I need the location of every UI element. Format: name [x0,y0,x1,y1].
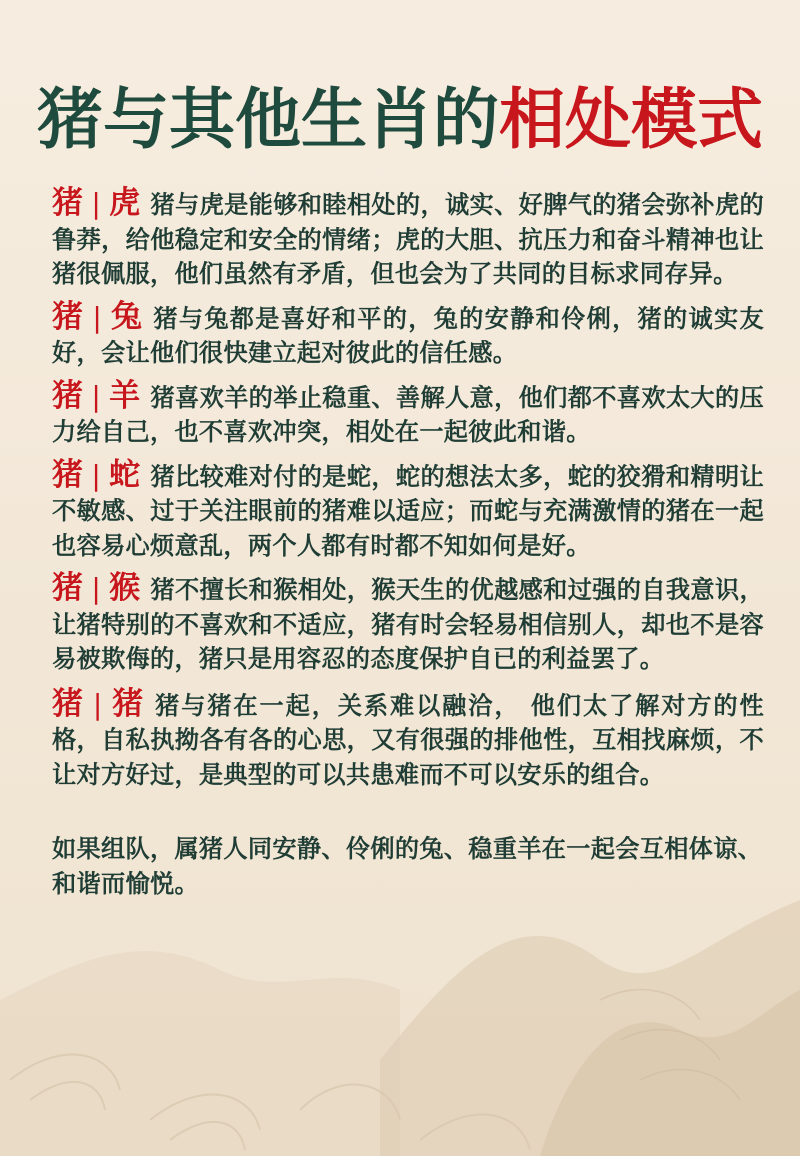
heading-left: 猪 [52,298,85,335]
heading-left: 猪 [52,377,84,414]
heading-separator: | [92,687,103,721]
heading-separator: | [91,458,102,492]
summary-paragraph: 如果组队，属猪人同安静、伶俐的兔、稳重羊在一起会互相体谅、和谐而愉悦。 [52,834,763,898]
title-part-green: 猪与其他生肖的 [37,81,499,158]
entry-pig-tiger [52,186,764,292]
entry-text: 猪与兔都是喜好和平的，兔的安静和伶俐，猪的诚实友好，会让他们很快建立起对彼此的信任感。 [52,303,764,367]
heading-separator: | [92,300,103,334]
heading-left: 猪 [52,185,84,221]
entry-pig-snake [52,458,764,564]
entry-text: 猪比较难对付的是蛇，蛇的想法太多，蛇的狡猾和精明让不敏感、过于关注眼前的猪难以适应；而蛇与充满激情的猪在一起也容易心烦意乱，两个人都有时都不知如何是好。 [52,461,764,560]
entry-text: 猪与猪在一起，关系难以融洽， 他们太了解对方的性格，自私执拗各有各的心思，又有很强的排他性，互相找麻烦，不让对方好过，是典型的可以共患难而不可以安乐的组合。 [52,690,764,789]
heading-left: 猪 [52,685,85,722]
title-part-red: 相处模式 [499,81,763,158]
entry-heading [52,457,141,493]
content-area [52,186,764,901]
entry-heading [52,378,141,414]
entry-text: 猪喜欢羊的举止稳重、善解人意，他们都不喜欢太大的压力给自己，也不喜欢冲突，相处在一起彼此和谐。 [52,382,764,446]
heading-right: 虎 [109,185,141,221]
entry-pig-pig [52,687,764,793]
heading-left: 猪 [52,456,84,493]
heading-right: 蛇 [109,456,141,493]
entry-text: 猪不擅长和猴相处，猴天生的优越感和过强的自我意识，让猪特别的不喜欢和不适应，猪有时会轻易相信别人，却也不是容易被欺侮的，猪只是用容忍的态度保护自已的利益罢了。 [52,575,764,673]
heading-separator: | [91,379,102,413]
heading-right: 猴 [109,570,141,606]
entry-text: 猪与虎是能够和睦相处的，诚实、好脾气的猪会弥补虎的鲁莽，给他稳定和安全的情绪；虎的大胆、抗压力和奋斗精神也让猪很佩服，他们虽然有矛盾，但也会为了共同的目标求同存异。 [52,190,764,288]
entry-heading [52,570,141,606]
entry-heading [52,299,143,335]
entry-heading [52,185,141,221]
entry-pig-monkey [52,571,764,677]
entry-pig-goat [52,379,764,450]
heading-right: 羊 [109,377,141,414]
heading-left: 猪 [52,570,84,606]
entry-pig-rabbit [52,300,764,371]
entry-heading [52,686,145,722]
heading-right: 猪 [110,685,146,722]
heading-separator: | [91,572,102,605]
heading-right: 兔 [110,298,144,335]
heading-separator: | [91,187,102,220]
page-title [0,70,800,170]
